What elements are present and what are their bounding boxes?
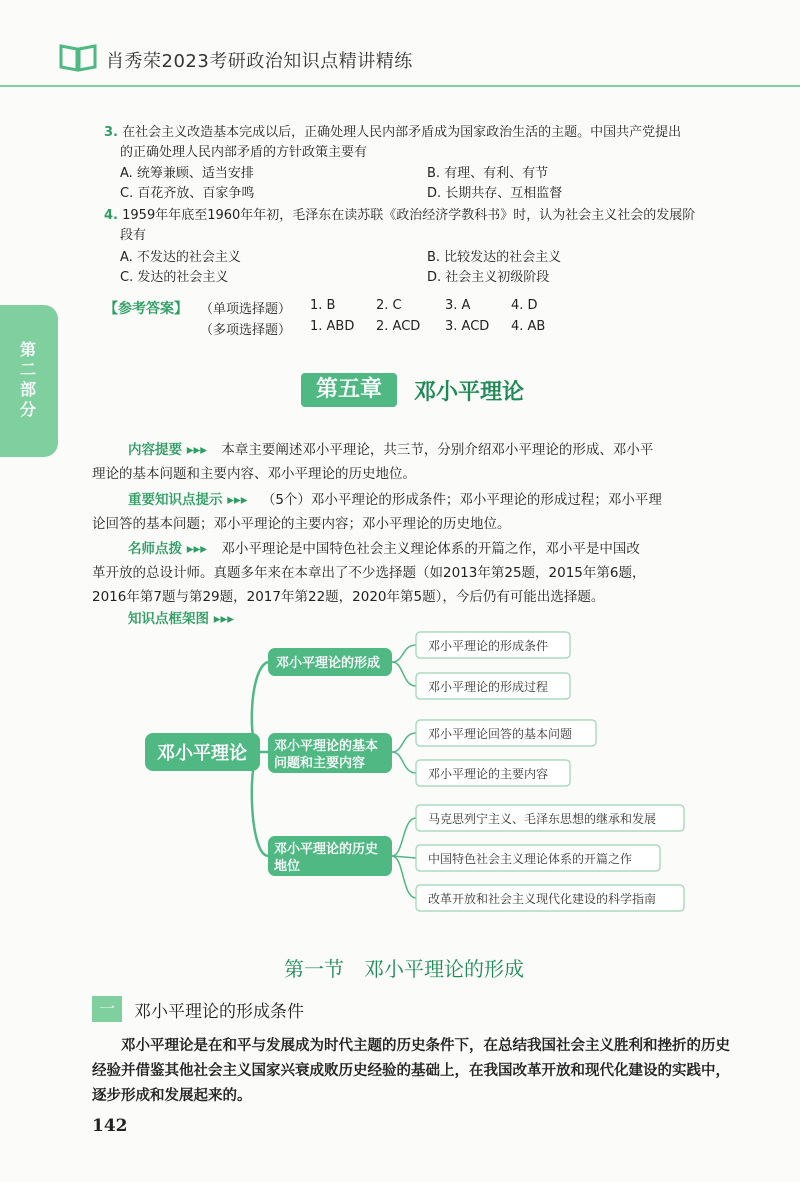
side-tab-label: 第二部分 [20,340,37,419]
mindmap-branch-label: 邓小平理论的基本 [274,739,379,754]
subsection-title: 邓小平理论的形成条件 [134,1002,304,1022]
mindmap-leaf-label: 邓小平理论回答的基本问题 [428,727,573,741]
answer-label: 【参考答案】 [104,301,188,317]
mindmap-leaf-connectors [392,645,416,898]
answer-single-4: 4. D [511,298,538,313]
mindmap-root-label: 邓小平理论 [157,743,247,764]
teacher-tip-line2: 革开放的总设计师。真题多年来在本章出了不少选择题（如2013年第25题，2015年第6题， [92,565,646,581]
key-points-line2: 论回答的基本问题；邓小平理论的主要内容；邓小平理论的历史地位。 [92,516,511,532]
question-stem: 在社会主义改造基本完成以后，正确处理人民内部矛盾成为国家政治生活的主题。中国共产党提出 [122,125,682,140]
question-stem: 1959年年底至1960年年初，毛泽东在读苏联《政治经济学教科书》时，认为社会主义社会的发展阶 [122,208,696,223]
question-4-line2: 段有 [120,228,147,243]
section-title: 第一节 邓小平理论的形成 [284,957,524,981]
answer-multiple-4: 4. AB [511,319,546,334]
teacher-tip-line3: 2016年第7题与第29题，2017年第22题，2020年第5题），今后仍有可能出选择题。 [92,589,605,605]
mindmap-leaf-label: 改革开放和社会主义现代化建设的科学指南 [428,892,657,906]
question-3-option-a: A. 统筹兼顾、适当安排 [120,166,254,181]
chapter-number: 第五章 [301,373,397,407]
question-4-option-b: B. 比较发达的社会主义 [427,250,562,265]
content-summary-line2: 理论的基本问题和主要内容、邓小平理论的历史地位。 [92,466,416,482]
answer-multiple-1: 1. ABD [310,319,355,334]
answer-multiple-2: 2. ACD [376,319,421,334]
teacher-tip-label: 名师点拨 ▸▸▸ [128,541,208,557]
answer-multiple-3: 3. ACD [445,319,490,334]
question-number: 3. [104,125,118,140]
question-4-option-d: D. 社会主义初级阶段 [427,270,550,285]
question-3-option-d: D. 长期共存、互相监督 [427,186,563,201]
answer-multiple-type: （多项选择题） [200,323,292,338]
key-points-label: 重要知识点提示 ▸▸▸ [128,492,248,508]
question-4-option-c: C. 发达的社会主义 [120,270,229,285]
body-paragraph: 邓小平理论是在和平与发展成为时代主题的历史条件下，在总结我国社会主义胜利和挫折的历史经验并借鉴其他社会主义国家兴衰成败历史经验的基础上，在我国改革开放和现代化建设的实践中，逐步形成和发展起来的。 [92,1038,730,1104]
mindmap-leaf-label: 邓小平理论的形成过程 [428,680,549,694]
page-number: 142 [92,1116,128,1136]
framework-label-text: 知识点框架图 ▸▸▸ [128,611,235,627]
content-summary-label: 内容提要 ▸▸▸ [128,442,208,458]
mindmap-branch-label: 问题和主要内容 [274,756,366,771]
question-3-option-b: B. 有理、有利、有节 [427,166,549,181]
teacher-tip-text: 邓小平理论是中国特色社会主义理论体系的开篇之作，邓小平是中国改 [221,541,640,557]
mindmap-branch-label: 邓小平理论的历史 [274,842,379,857]
chapter-title: 邓小平理论 [414,380,525,405]
question-4-option-a: A. 不发达的社会主义 [120,250,241,265]
header-title: 肖秀荣2023考研政治知识点精讲精练 [106,51,413,72]
mindmap-branch-label: 地位 [274,859,301,874]
question-number: 4. [104,208,118,223]
answer-single-1: 1. B [310,298,336,313]
answer-single-2: 2. C [376,298,402,313]
mindmap-leaf-label: 邓小平理论的主要内容 [428,767,549,781]
mindmap-branch-label: 邓小平理论的形成 [276,656,381,671]
mindmap-leaf-label: 邓小平理论的形成条件 [428,639,549,653]
content-summary-text: 本章主要阐述邓小平理论，共三节，分别介绍邓小平理论的形成、邓小平 [221,442,654,458]
subsection-number: 一 [92,996,122,1022]
key-points-text: （5个）邓小平理论的形成条件；邓小平理论的形成过程；邓小平理 [261,492,662,508]
answer-single-type: （单项选择题） [200,302,292,317]
question-3-option-c: C. 百花齐放、百家争鸣 [120,186,255,201]
mindmap-leaf-label: 中国特色社会主义理论体系的开篇之作 [428,852,633,866]
answer-single-3: 3. A [445,298,471,313]
mindmap-leaf-label: 马克思列宁主义、毛泽东思想的继承和发展 [428,812,657,826]
question-3-line2: 的正确处理人民内部矛盾的方针政策主要有 [120,145,368,160]
